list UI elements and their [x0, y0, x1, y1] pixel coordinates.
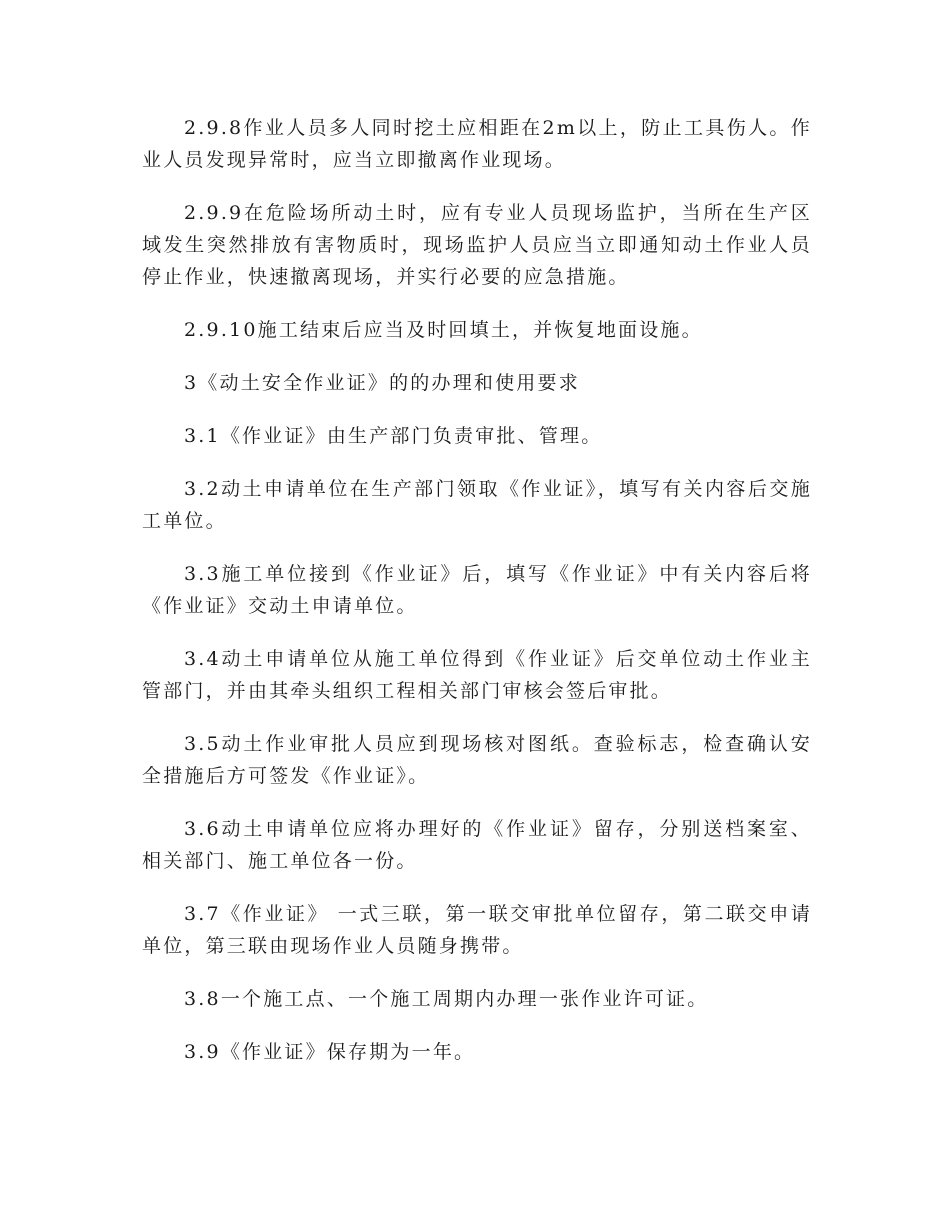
paragraph-2-9-9: 2.9.9在危险场所动土时，应有专业人员现场监护，当所在生产区域发生突然排放有害物质时，现场监护人员应当立即通知动土作业人员停止作业，快速撤离现场，并实行必要的应急措施。: [142, 202, 812, 288]
paragraph-3-9: 3.9《作业证》保存期为一年。: [184, 1041, 476, 1063]
paragraph-3-2: 3.2动土申请单位在生产部门领取《作业证》，填写有关内容后交施工单位。: [142, 478, 812, 532]
paragraph-3-3: 3.3施工单位接到《作业证》后，填写《作业证》中有关内容后将《作业证》交动土申请单位。: [142, 563, 812, 617]
paragraph-2-9-8: 2.9.8作业人员多人同时挖土应相距在2m以上，防止工具伤人。作业人员发现异常时，应当立即撤离作业现场。: [142, 117, 812, 171]
paragraph-3-4: 3.4动土申请单位从施工单位得到《作业证》后交单位动土作业主管部门，并由其牵头组织工程相关部门审核会签后审批。: [142, 648, 812, 702]
paragraph-3-6: 3.6动土申请单位应将办理好的《作业证》留存，分别送档案室、相关部门、施工单位各一份。: [142, 818, 812, 872]
paragraph-3-5: 3.5动土作业审批人员应到现场核对图纸。查验标志，检查确认安全措施后方可签发《作业证》。: [142, 733, 812, 787]
paragraph-3-8: 3.8一个施工点、一个施工周期内办理一张作业许可证。: [184, 988, 709, 1010]
document-body: [142, 112, 812, 1089]
paragraph-3-1: 3.1《作业证》由生产部门负责审批、管理。: [184, 425, 603, 447]
paragraph-2-9-10: 2.9.10施工结束后应当及时回填土，并恢复地面设施。: [184, 319, 703, 341]
paragraph-3-7: 3.7《作业证》 一式三联，第一联交审批单位留存，第二联交申请单位，第三联由现场作业人员随身携带。: [142, 903, 812, 957]
section-heading-3: 3《动土安全作业证》的的办理和使用要求: [184, 372, 580, 394]
